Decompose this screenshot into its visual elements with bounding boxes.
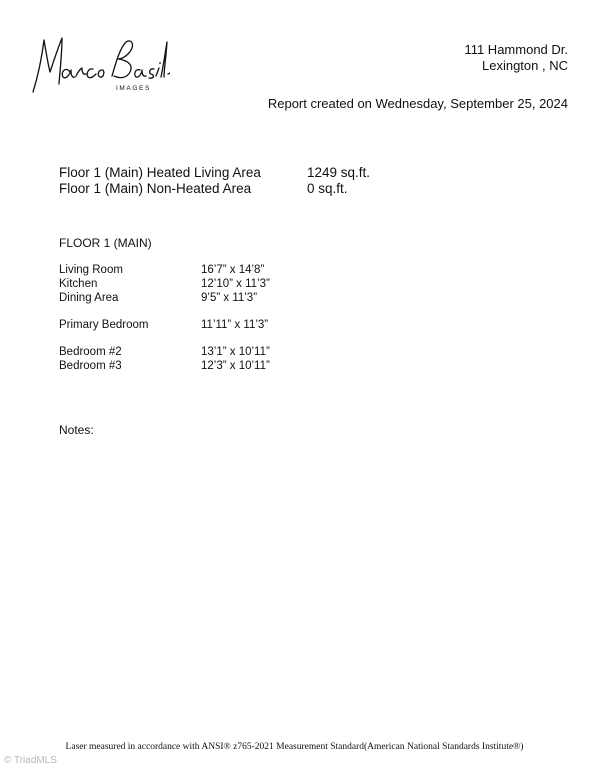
logo-signature-mark: [30, 32, 170, 98]
room-name: Dining Area: [59, 292, 119, 304]
room-dimensions: 12’3” x 10’11”: [201, 360, 270, 372]
logo-subtext: IMAGES: [116, 85, 151, 92]
room-dimensions: 9’5” x 11’3”: [201, 292, 258, 304]
room-dimensions: 16’7” x 14’8”: [201, 264, 265, 276]
address-line-1: 111 Hammond Dr.: [464, 42, 568, 57]
measurement-standard-footer: Laser measured in accordance with ANSI® z765-2021 Measurement Standard(American National Standards Institute®): [65, 742, 524, 752]
room-dimensions: 12’10” x 11’3”: [201, 278, 270, 290]
mls-watermark: © TriadMLS: [4, 755, 57, 766]
room-dimensions: 13’1” x 10’11”: [201, 346, 270, 358]
room-name: Bedroom #3: [59, 360, 122, 372]
room-name: Bedroom #2: [59, 346, 122, 358]
notes-label: Notes:: [59, 423, 94, 437]
non-heated-area-value: 0 sq.ft.: [307, 181, 348, 196]
heated-area-label: Floor 1 (Main) Heated Living Area: [59, 165, 261, 180]
company-logo: [30, 32, 170, 98]
address-line-2: Lexington , NC: [482, 58, 568, 73]
report-created-date: Report created on Wednesday, September 25, 2024: [267, 96, 568, 111]
room-dimensions: 11’11” x 11’3”: [201, 319, 269, 331]
non-heated-area-label: Floor 1 (Main) Non-Heated Area: [59, 181, 252, 196]
room-name: Kitchen: [59, 278, 98, 290]
room-name: Living Room: [59, 264, 123, 276]
room-name: Primary Bedroom: [59, 319, 149, 331]
heated-area-value: 1249 sq.ft.: [307, 165, 371, 180]
floor-heading: FLOOR 1 (MAIN): [59, 236, 152, 250]
